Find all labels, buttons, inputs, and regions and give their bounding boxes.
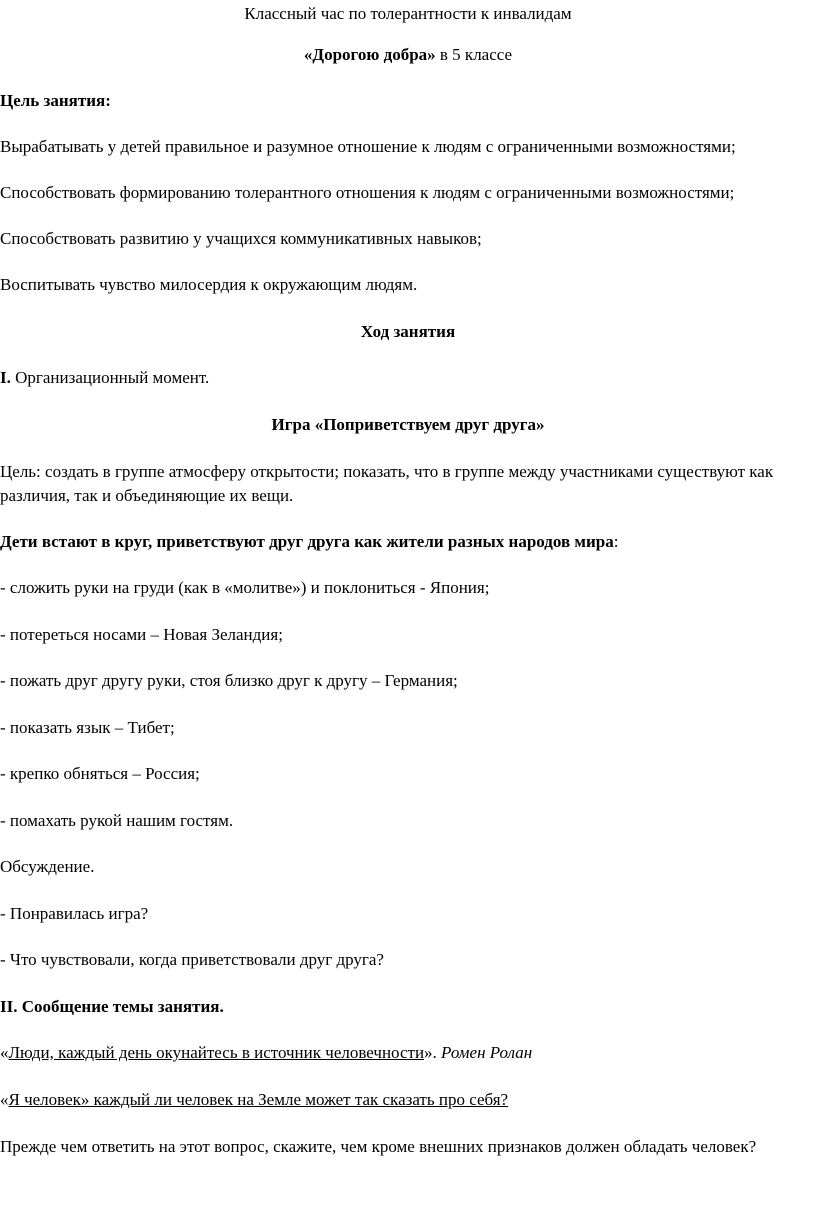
discussion-label: Обсуждение. [0, 857, 95, 876]
quote-open-mark: « [0, 1043, 9, 1062]
action-item: - показать язык – Тибет; [0, 718, 175, 737]
goal-item: Способствовать формированию толерантного отношения к людям с ограниченными возможностями; [0, 183, 735, 202]
stage-1-number: I. [0, 368, 11, 387]
action-item: - помахать рукой нашим гостям. [0, 811, 234, 830]
epigraph-quote [0, 1041, 816, 1065]
game-heading: Игра «Поприветствуем друг друга» [271, 415, 545, 434]
final-paragraph: Прежде чем ответить на этот вопрос, скажите, чем кроме внешних признаков должен обладать человек? [0, 1137, 757, 1156]
action-item: - сложить руки на груди (как в «молитве») и поклониться - Япония; [0, 578, 490, 597]
key-question [0, 1088, 816, 1112]
stage-1 [0, 366, 816, 390]
quote-close-mark: ». [424, 1043, 442, 1062]
document-subtitle [0, 43, 816, 67]
game-instruction-rest: : [613, 532, 619, 551]
game-instruction-bold: Дети встают в круг, приветствуют друг друга как жители разных народов мира [0, 532, 614, 551]
quote-author: Ромен Ролан [441, 1043, 533, 1062]
document-title: Классный час по толерантности к инвалидам [244, 4, 572, 23]
stage-2-heading: II. Сообщение темы занятия. [0, 997, 224, 1016]
game-goal: Цель: создать в группе атмосферу открытости; показать, что в группе между участниками существуют как различия, так и объединяющие их вещи. [0, 462, 774, 505]
action-item: - потереться носами – Новая Зеландия; [0, 625, 283, 644]
question-open-mark: « [0, 1090, 9, 1109]
subtitle-rest: в 5 классе [435, 45, 513, 64]
goals-heading: Цель занятия: [0, 91, 111, 110]
course-heading: Ход занятия [360, 322, 456, 341]
goal-item: Воспитывать чувство милосердия к окружающим людям. [0, 275, 418, 294]
goal-item: Способствовать развитию у учащихся коммуникативных навыков; [0, 229, 482, 248]
subtitle-bold: «Дорогою добра» [303, 45, 436, 64]
discussion-question: - Что чувствовали, когда приветствовали друг друга? [0, 950, 384, 969]
action-item: - крепко обняться – Россия; [0, 764, 200, 783]
discussion-question: - Понравилась игра? [0, 904, 149, 923]
quote-text: Люди, каждый день окунайтесь в источник человечности [8, 1043, 425, 1062]
game-instruction [0, 530, 816, 554]
action-item: - пожать друг другу руки, стоя близко друг к другу – Германия; [0, 671, 458, 690]
question-text: Я человек» каждый ли человек на Земле может так сказать про себя? [8, 1090, 509, 1109]
goal-item: Вырабатывать у детей правильное и разумное отношение к людям с ограниченными возможностями; [0, 137, 736, 156]
stage-1-text: Организационный момент. [10, 368, 210, 387]
